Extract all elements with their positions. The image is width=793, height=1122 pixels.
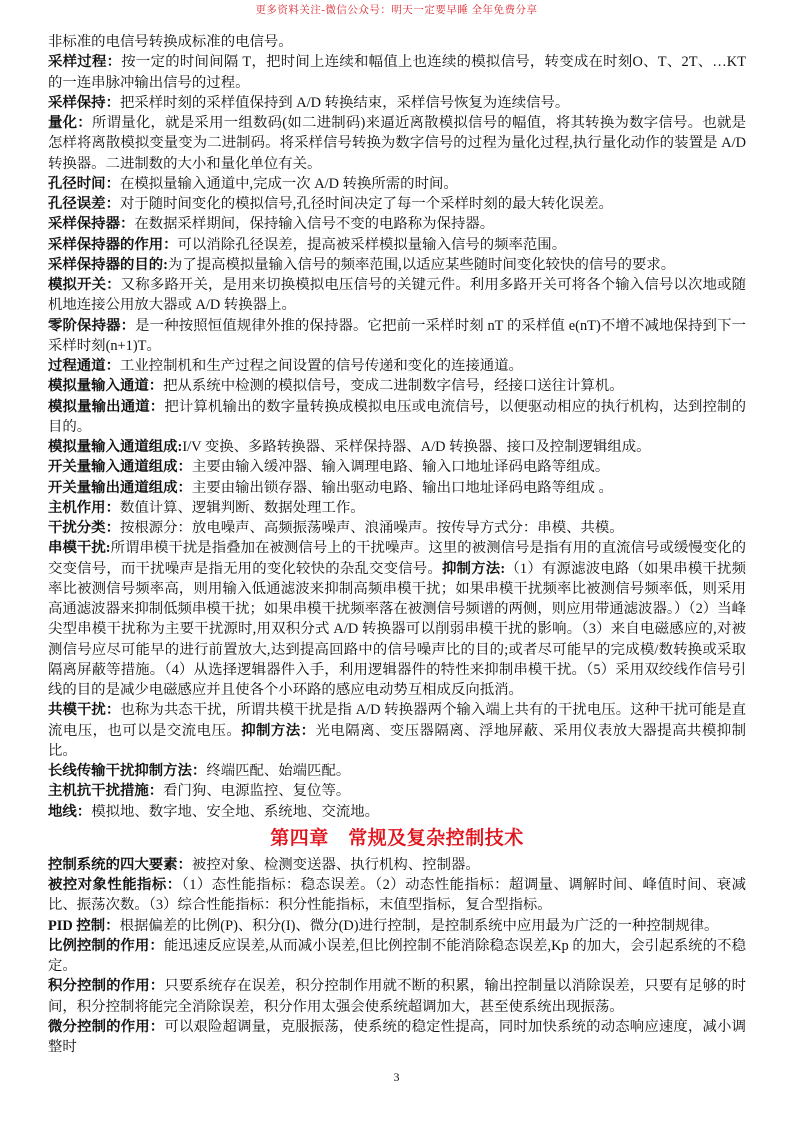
term-label: 微分控制的作用： <box>48 1018 165 1035</box>
definition-paragraph <box>48 936 746 977</box>
term-label: 量化： <box>48 115 92 131</box>
definition-text: 又称多路开关，是用来切换模拟电压信号的关键元件。利用多路开关可将各个输入信号以次地或随机地连接公用放大器或 A/D 转换器上。 <box>48 277 746 314</box>
section-chapter3-terms <box>48 32 746 822</box>
term-label: 过程通道： <box>48 358 120 374</box>
definition-paragraph <box>48 518 746 538</box>
watermark-header: 更多资料关注-微信公众号：明天一定要早睡 全年免费分享 <box>255 5 538 16</box>
definition-text: 对于随时间变化的模拟信号,孔径时间决定了每一个采样时刻的最大转化误差。 <box>119 196 613 212</box>
term-label: 孔径时间： <box>48 175 120 192</box>
term-label: 采样保持器的目的: <box>48 256 168 273</box>
definition-text: 在数据采样期间，保持输入信号不变的电路称为保持器。 <box>134 216 495 233</box>
term-label: 控制系统的四大要素： <box>48 856 192 873</box>
definition-paragraph <box>48 174 746 194</box>
definition-paragraph <box>48 437 746 457</box>
definition-paragraph <box>48 761 746 781</box>
definition-paragraph <box>48 538 746 700</box>
definition-text: 把从系统中检测的模拟信号，变成二进制数字信号，经接口送往计算机。 <box>163 378 624 395</box>
definition-paragraph <box>48 781 746 801</box>
definition-paragraph <box>48 855 746 875</box>
term-label: 干扰分类： <box>48 520 120 536</box>
term-label: 开关量输出通道组成： <box>48 479 192 496</box>
term-label: 模拟开关： <box>48 277 121 293</box>
definition-text: 也称为共态干扰，所谓共模干扰是指 A/D 转换器两个输入端上共有的干扰电压。这种干扰可能是直流电压，也可以是交流电压。 <box>48 702 746 739</box>
term-label: 采样保持器： <box>48 216 135 233</box>
definition-text: （1）有源滤波电路（如果串模干扰频率比被测信号频率高，则用输入低通滤波来抑制高频串模干扰；如果串模干扰频率比被测信号频率低，则采用高通滤波器来抑制低频串模干扰；如果串模干扰频率落在被测信号频谱的两侧，则应用带通滤波器。）（2）当峰尖型串模干扰称为主要干扰源时,用双积分式 A/D 转换器可以削弱串模干扰的影响。（3）来自电磁感应的,对被测信号应尽可能早的进行前置放大,达到提高回路中的信号噪声比的目的;或者尽可能早的完成模/数转换或采取隔离屏蔽等措施。（4）从选择逻辑器件入手，利用逻辑器件的特性来抑制串模干扰。（5）采用双绞线作信号引线的目的是减少电磁感应并且使各个小环路的感应电动势互相成反向抵消。 <box>48 560 746 698</box>
definition-paragraph <box>48 802 746 822</box>
definition-text: 把采样时刻的采样值保持到 A/D 转换结束，采样信号恢复为连续信号。 <box>119 94 570 111</box>
definition-text: 按一定的时间间隔 T，把时间上连续和幅值上也连续的模拟信号，转变成在时刻O、T、2T、…KT 的一连串脉冲输出信号的过程。 <box>48 54 746 91</box>
definition-text: 主要由输出锁存器、输出驱动电路、输出口地址译码电路等组成 。 <box>191 479 613 496</box>
definition-text: 数值计算、逻辑判断、数据处理工作。 <box>119 499 365 516</box>
term-label: 长线传输干扰抑制方法： <box>48 763 207 779</box>
term-label: 孔径误差： <box>48 196 120 212</box>
section-chapter4-terms <box>48 855 746 1058</box>
definition-paragraph <box>48 875 746 916</box>
definition-paragraph <box>48 397 746 438</box>
definition-paragraph <box>48 1017 746 1058</box>
definition-text: 在模拟量输入通道中,完成一次 A/D 转换所需的时间。 <box>119 175 458 192</box>
definition-paragraph <box>48 113 746 174</box>
definition-paragraph <box>48 457 746 477</box>
definition-text: 按根源分：放电噪声、高频振荡噪声、浪涌噪声。按传导方式分：串模、共模。 <box>119 520 624 536</box>
definition-text: 可以消除孔径误差，提高被采样模拟量输入信号的频率范围。 <box>177 236 567 253</box>
term-label: 比例控制的作用： <box>48 937 164 954</box>
definition-paragraph <box>48 376 746 396</box>
chapter-title: 第四章 常规及复杂控制技术 <box>270 827 524 849</box>
definition-text: （1）态性能指标：稳态误差。（2）动态性能指标：超调量、调解时间、峰值时间、衰减比、振荡次数。（3）综合性能指标：积分性能指标，末值型指标，复合型指标。 <box>48 877 746 914</box>
definition-paragraph <box>48 93 746 113</box>
definition-text: 非标准的电信号转换成标准的电信号。 <box>48 34 293 50</box>
definition-paragraph <box>48 478 746 498</box>
term-label: 被控对象性能指标： <box>48 877 182 893</box>
definition-text: 看门狗、电源监控、复位等。 <box>163 783 351 800</box>
definition-text: 所谓量化，就是采用一组数码(如二进制码)来逼近离散模拟信号的幅值，将其转换为数字信号。也就是怎样将离散模拟变量变为二进制码。将采样信号转换为数字信号的过程为量化过程,执行量化动作的装置是 A/D 转换器。二进制数的大小和量化单位有关。 <box>48 115 746 172</box>
definition-paragraph <box>48 214 746 234</box>
definition-paragraph <box>48 52 746 93</box>
term-label: 采样保持器的作用： <box>48 236 178 253</box>
definition-paragraph <box>48 275 746 316</box>
definition-paragraph <box>48 700 746 761</box>
definition-text: 光电隔离、变压器隔离、浮地屏蔽、采用仪表放大器提高共模抑制比。 <box>48 722 746 759</box>
definition-paragraph <box>48 235 746 255</box>
term-label: 抑制方法： <box>241 722 316 739</box>
definition-text: I/V 变换、多路转换器、采样保持器、A/D 转换器、接口及控制逻辑组成。 <box>182 439 651 455</box>
term-label: 主机作用： <box>48 499 120 516</box>
definition-text: 把计算机输出的数字量转换成模拟电压或电流信号，以便驱动相应的执行机构，达到控制的目的。 <box>48 398 746 435</box>
term-label: 串模干扰: <box>48 540 111 557</box>
definition-paragraph <box>48 255 746 275</box>
definition-text: 可以艰险超调量，克服振荡，使系统的稳定性提高，同时加快系统的动态响应速度，减小调整时 <box>48 1018 746 1055</box>
term-label: 模拟量输入通道组成: <box>48 439 183 455</box>
definition-text: 工业控制机和生产过程之间设置的信号传递和变化的连接通道。 <box>119 358 523 374</box>
term-label: 抑制方法: <box>441 560 506 577</box>
definition-paragraph <box>48 194 746 214</box>
definition-paragraph <box>48 356 746 376</box>
term-label: PID 控制： <box>48 917 120 934</box>
term-label: 开关量输入通道组成： <box>48 459 192 476</box>
document-body <box>48 32 746 1057</box>
term-label: 地线： <box>48 803 92 820</box>
definition-text: 被控对象、检测变送器、执行机构、控制器。 <box>191 856 480 873</box>
definition-paragraph <box>48 32 746 52</box>
definition-paragraph <box>48 498 746 518</box>
definition-text: 是一种按照恒值规律外推的保持器。它把前一采样时刻 nT 的采样值 e(nT)不增不减地保持到下一采样时刻(n+1)T。 <box>48 317 746 354</box>
term-label: 模拟量输入通道： <box>48 378 164 395</box>
page-number: 3 <box>393 1070 400 1085</box>
definition-paragraph <box>48 976 746 1017</box>
definition-text: 终端匹配、始端匹配。 <box>206 763 351 779</box>
term-label: 积分控制的作用： <box>48 978 165 995</box>
definition-text: 所谓串模干扰是指叠加在被测信号上的干扰噪声。这里的被测信号是指有用的直流信号或缓慢变化的交变信号，而干扰噪声是指无用的变化较快的杂乱交变信号。 <box>48 540 746 577</box>
term-label: 共模干扰： <box>48 702 121 719</box>
term-label: 主机抗干扰措施： <box>48 783 164 800</box>
definition-text: 根据偏差的比例(P)、积分(I)、微分(D)进行控制，是控制系统中应用最为广泛的一种控制规律。 <box>119 917 719 934</box>
term-label: 采样保持： <box>48 94 120 111</box>
definition-text: 模拟地、数字地、安全地、系统地、交流地。 <box>91 803 380 820</box>
term-label: 采样过程： <box>48 54 122 71</box>
term-label: 零阶保持器： <box>48 317 136 334</box>
definition-text: 只要系统存在误差，积分控制作用就不断的积累，输出控制量以消除误差，只要有足够的时间，积分控制将能完全消除误差，积分作用太强会使系统超调加大，甚至使系统出现振荡。 <box>48 978 746 1015</box>
definition-text: 主要由输入缓冲器、输入调理电路、输入口地址译码电路等组成。 <box>191 459 610 476</box>
definition-paragraph <box>48 316 746 357</box>
definition-text: 为了提高模拟量输入信号的频率范围,以适应某些随时间变化较快的信号的要求。 <box>167 256 676 273</box>
definition-paragraph <box>48 916 746 936</box>
definition-text: 能迅速反应误差,从而减小误差,但比例控制不能消除稳态误差,Kp 的加大，会引起系统的不稳定。 <box>48 937 746 974</box>
term-label: 模拟量输出通道： <box>48 398 165 415</box>
